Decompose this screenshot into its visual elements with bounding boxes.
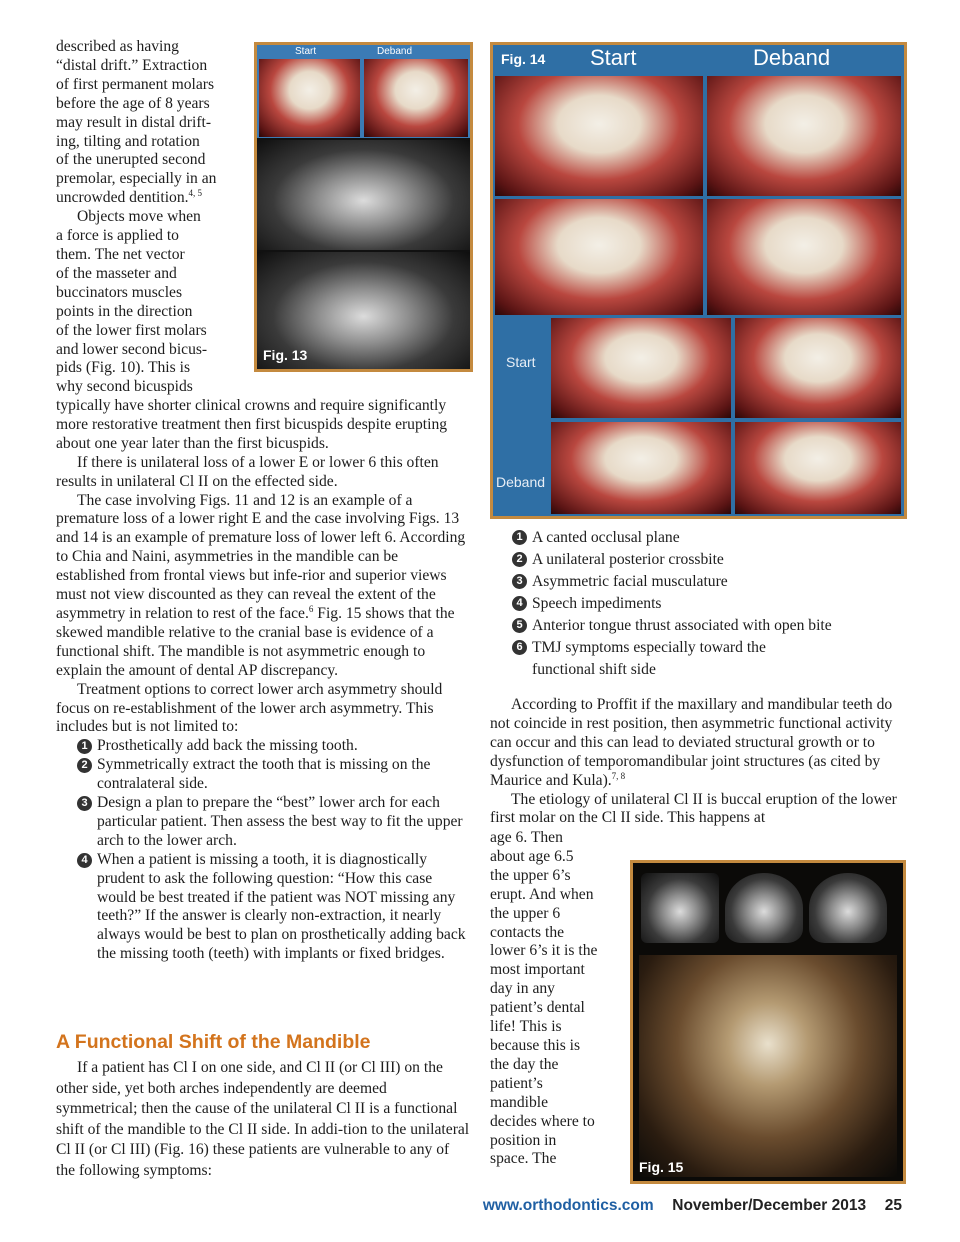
number-badge: 3 [512,574,527,589]
etiology-line: lower 6’s it is the [490,942,598,960]
number-badge: 4 [77,853,92,868]
etiology-line: patient’s [490,1074,543,1092]
objects-line: of the masseter and [56,264,177,282]
number-badge: 1 [77,739,92,754]
etiology-line: the upper 6’s [490,866,571,884]
fig14-photo [495,199,703,315]
paragraph-case [56,492,470,681]
etiology-line: mandible [490,1093,549,1111]
paragraph-shift-wrap [56,1058,470,1181]
intro-line: ing, tilting and rotation [56,132,200,150]
symptom-text: A canted occlusal plane [532,529,680,546]
option-text: Prosthetically add back the missing tooth. [97,737,358,755]
symptom-item [512,593,902,615]
etiology-line: because this is [490,1036,581,1054]
case-text-continued: Fig. 15 shows that the skewed mandible relative to the cranial base is evidence of a functional shift. The mandible is not asymmetric enough to explain the amount of dental AP discrepancy. [56,604,455,679]
etiology-line: most important [490,961,585,979]
etiology-wrapped [490,829,625,1169]
page-number: 25 [884,1197,902,1214]
number-badge: 2 [77,758,92,773]
fig15-image [630,860,906,1184]
left-column-body [56,397,470,964]
etiology-line: decides where to [490,1112,595,1130]
fig14-image [490,42,907,519]
option-text: Design a plan to prepare the “best” lower arch for each particular patient. Then assess the best way to fit the upper arch to the lower arch. [97,794,463,849]
paragraph-treatment: Treatment options to correct lower arch asymmetry should focus on re-establishment of the lower arch asymmetry. This includes but is not limited to: [56,680,443,736]
fig13-photo-start [259,59,360,137]
footer-issue: November/December 2013 [672,1197,867,1214]
fig15-scan-axial [641,873,719,943]
etiology-line: age 6. Then [490,829,563,846]
fig14-side-deband-label: Deband [496,474,546,490]
etiology-line: position in [490,1131,557,1149]
fig15-scan-skull-right [809,873,887,943]
etiology-line: about age 6.5 [490,847,574,865]
option-text: When a patient is missing a tooth, it is diagnostically prudent to ask the following question: “How this case would be best treated if the patient was NOT missing any teeth?” If the answer is clearly non-extraction, it nearly always would be best to plan on prosthetically adding back the missing tooth (teeth) with implants or fixed bridges. [97,850,466,963]
page-footer [483,1197,902,1215]
etiology-line: contacts the [490,923,565,941]
etiology-line: erupt. And when [490,885,594,903]
symptoms-list [512,527,902,681]
fig15-3d-render [639,955,897,1177]
heading-functional-shift: A Functional Shift of the Mandible [56,1031,371,1053]
reference-superscript: 6 [308,603,314,614]
objects-line: pids (Fig. 10). This is [56,359,191,377]
option-text: Symmetrically extract the tooth that is missing on the contralateral side. [97,756,431,793]
symptom-item [512,527,902,549]
paragraph-proffit [490,696,902,791]
fig14-photo [707,76,901,196]
option-item [56,737,470,756]
reference-superscript: 4, 5 [188,188,203,199]
symptom-item [512,549,902,571]
option-item [56,794,470,851]
fig13-photo-deband [364,59,468,137]
fig14-photo [495,76,703,196]
fig14-photo [735,318,901,418]
objects-line: points in the direction [56,302,193,320]
fig14-side-start-label: Start [506,354,536,370]
symptom-item [512,571,902,593]
objects-line: them. The net vector [56,245,185,263]
fig14-photo [707,199,901,315]
proffit-text: According to Proffit if the maxillary and mandibular teeth do not coincide in rest position, then asymmetric functional activity can occur and this can lead to deviated structural growth or to dysfunction of temporomandibular joint structures (as cited by Maurice and Kula). [490,696,893,789]
right-column-body [490,696,902,828]
symptom-text: A unilateral posterior crossbite [532,551,724,568]
fig13-label: Fig. 13 [263,347,308,363]
reference-superscript: 7, 8 [611,770,626,781]
number-badge: 1 [512,530,527,545]
number-badge: 5 [512,618,527,633]
fig14-label: Fig. 14 [501,51,546,67]
fig15-scan-skull-left [725,873,803,943]
intro-line: “distal drift.” Extraction [56,56,208,74]
fig13-xray-start [257,140,470,250]
symptom-item [512,637,832,681]
case-text: The case involving Figs. 11 and 12 is an example of a premature loss of a lower right E and the case involving Figs. 13 and 14 is an example of premature loss of lower left 6. According to Chia and Naini, asymmetries in the mandible can be established from frontal views but infe-rior and superior views must not view discounted as they can reveal the extent of the asymmetry in relation to rest of the face. [56,491,466,622]
etiology-line: life! This is [490,1018,562,1036]
fig14-photo [551,318,731,418]
intro-line-last [56,189,256,208]
intro-line: may result in distal drift- [56,113,212,131]
paragraph-etiology: The etiology of unilateral Cl II is buccal eruption of the lower first molar on the Cl II side. This happens at [490,790,897,827]
fig13-start-label: Start [295,46,317,57]
objects-paragraph [56,208,256,227]
objects-line: why second bicuspids [56,378,193,396]
option-item [56,851,470,964]
fig15-label: Fig. 15 [639,1159,684,1175]
etiology-line: the day the [490,1055,559,1073]
objects-continuation: typically have shorter clinical crowns and require significantly more restorative treatment then first bicuspids despite erupting about one year later than the first bicuspids. [56,397,448,452]
objects-line: a force is applied to [56,227,179,245]
fig14-photo [735,422,901,514]
etiology-line: day in any [490,980,555,998]
number-badge: 6 [512,640,527,655]
fig14-photo [551,422,731,514]
etiology-line: the upper 6 [490,904,561,922]
symptom-item [512,615,902,637]
symptom-text: Asymmetric facial musculature [532,573,728,590]
fig14-start-label: Start [590,45,637,70]
intro-line: described as having [56,38,179,55]
option-item [56,756,470,794]
intro-paragraph [56,38,256,397]
intro-line: of first permanent molars [56,75,215,93]
number-badge: 4 [512,596,527,611]
paragraph-shift: If a patient has Cl I on one side, and Cl II (or Cl III) on the other side, yet both arches independently are deemed symmetrical; then the cause of the unilateral Cl II is a functional shift of the mandible to the Cl II side. In addi-tion to the unilateral Cl II (or Cl III) (Fig. 16) these patients are vulnerable to any of the following symptoms: [56,1059,470,1179]
objects-line: Objects move when [77,208,201,226]
objects-line: and lower second bicus- [56,340,208,358]
intro-line: of the unerupted second [56,151,206,169]
etiology-line: patient’s dental [490,999,585,1017]
number-badge: 3 [77,796,92,811]
intro-line: premolar, especially in an [56,170,217,188]
number-badge: 2 [512,552,527,567]
symptom-text: Speech impediments [532,595,662,612]
intro-line: before the age of 8 years [56,94,210,112]
fig14-deband-label: Deband [753,45,831,70]
fig13-deband-label: Deband [377,46,413,57]
footer-url[interactable]: www.orthodontics.com [482,1197,654,1214]
etiology-line: space. The [490,1150,557,1168]
fig13-image [254,42,473,372]
symptom-text: TMJ symptoms especially toward the functional shift side [532,639,766,678]
objects-line: of the lower first molars [56,321,207,339]
section-heading [56,1031,470,1054]
symptom-text: Anterior tongue thrust associated with open bite [532,617,832,634]
intro-text: uncrowded dentition. [56,189,189,207]
objects-line: buccinators muscles [56,283,183,301]
paragraph-unilateral: If there is unilateral loss of a lower E or lower 6 this often results in unilateral Cl II on the effected side. [56,453,439,490]
